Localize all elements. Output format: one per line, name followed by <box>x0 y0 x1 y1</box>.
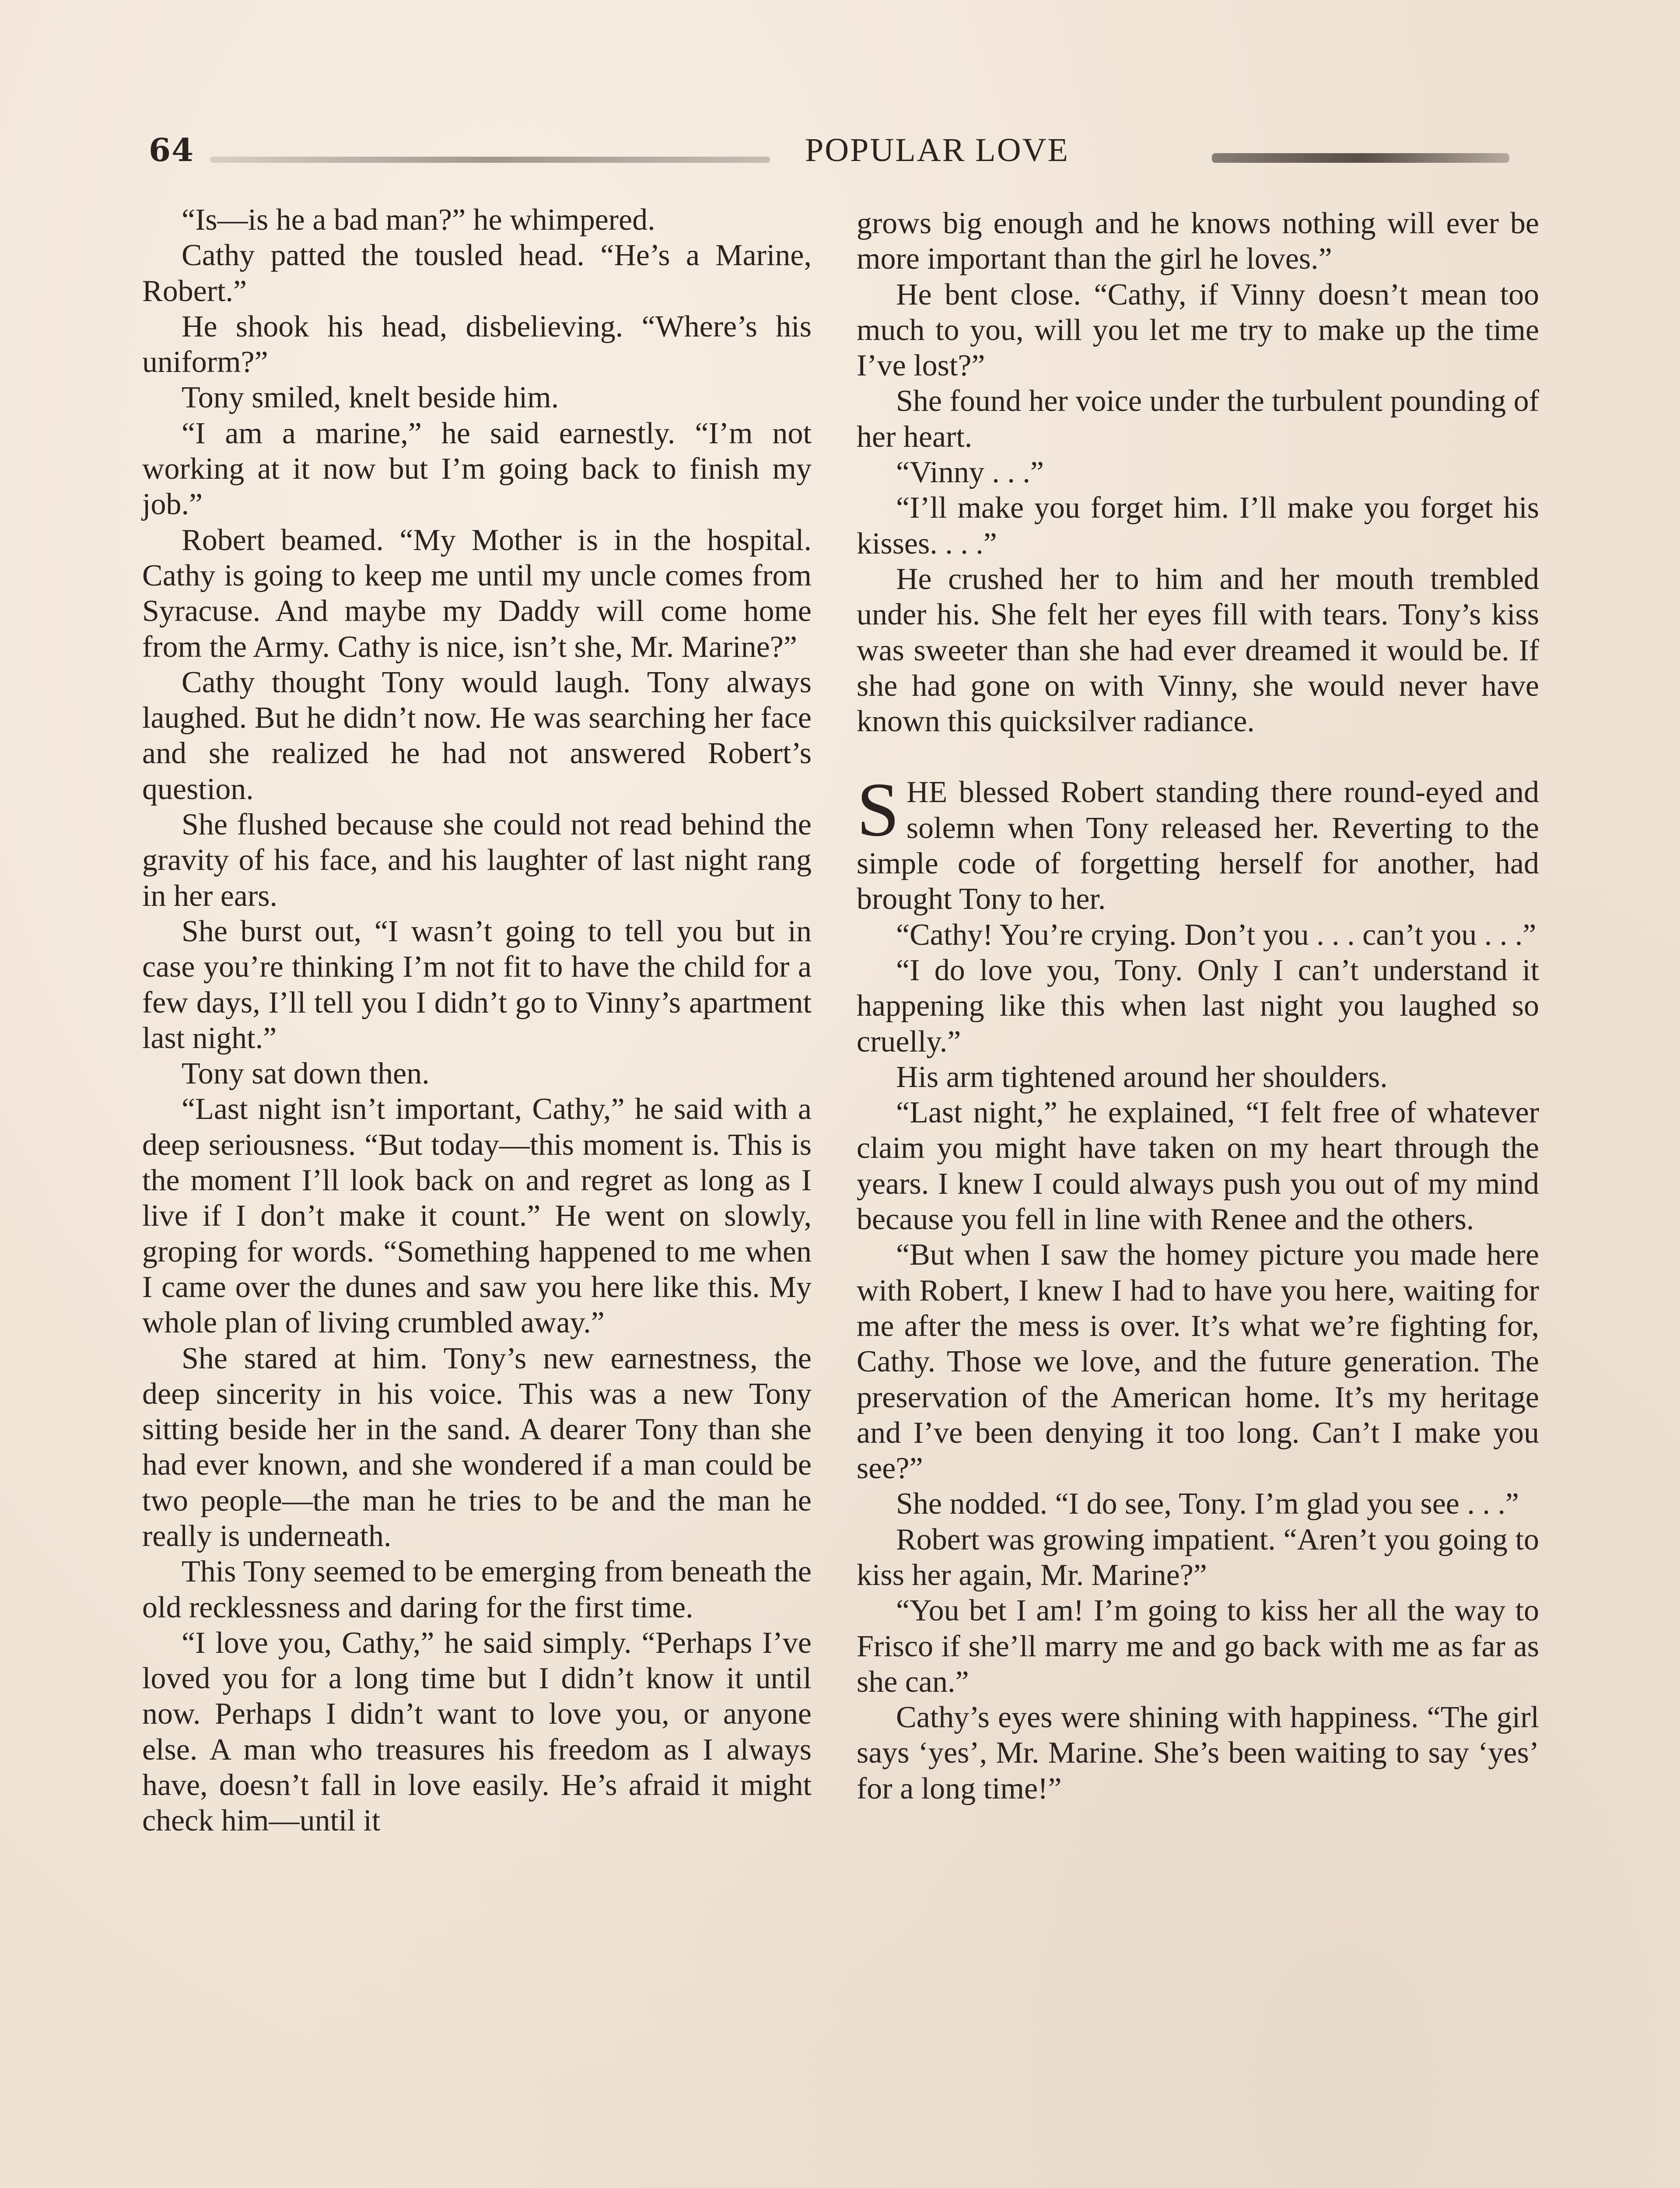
paragraph-text: “I love you, Cathy,” he said simply. “Perhaps I’ve loved you for a long time but I didn’t know it until now. Perhaps I didn’t want to love you, or anyone else. A man who treasures his freedom as I always have, doesn’t fall in love easily. He’s afraid it might check him—until it <box>142 1626 812 1838</box>
paragraph <box>142 202 812 238</box>
paragraph-text: “Cathy! You’re crying. Don’t you . . . can’t you . . .” <box>896 918 1536 952</box>
paragraph <box>142 807 812 914</box>
paragraph-text: Robert beamed. “My Mother is in the hospital. Cathy is going to keep me until my uncle comes from Syracuse. And maybe my Daddy will come home from the Army. Cathy is nice, isn’t she, Mr. Marine?” <box>142 523 812 664</box>
paragraph-text: “I do love you, Tony. Only I can’t understand it happening like this when last night you laughed so cruelly.” <box>857 953 1539 1059</box>
paragraph <box>857 1059 1539 1095</box>
paragraph <box>142 665 812 807</box>
paragraph <box>857 1593 1539 1700</box>
paragraph <box>857 1095 1539 1237</box>
paragraph-text: She nodded. “I do see, Tony. I’m glad you see . . .” <box>896 1487 1519 1521</box>
drop-cap: S <box>857 767 900 853</box>
paragraph-text: He crushed her to him and her mouth trembled under his. She felt her eyes fill with tears. Tony’s kiss was sweeter than she had ever dreamed it would be. If she had gone on with Vinny, she would never have known this quicksilver radiance. <box>857 562 1539 739</box>
page-header <box>144 131 1544 184</box>
paragraph-text: She found her voice under the turbulent pounding of her heart. <box>857 384 1539 454</box>
paragraph <box>857 490 1539 561</box>
paragraph <box>142 380 812 415</box>
paragraph-text: Tony smiled, knelt beside him. <box>182 381 559 415</box>
paragraph-text: Cathy patted the tousled head. “He’s a Marine, Robert.” <box>142 238 812 308</box>
paragraph-text: “I am a marine,” he said earnestly. “I’m not working at it now but I’m going back to finish my job.” <box>142 416 812 522</box>
paragraph <box>142 238 812 309</box>
paragraph <box>142 1554 812 1625</box>
paragraph-text: Robert was growing impatient. “Aren’t you going to kiss her again, Mr. Marine?” <box>857 1522 1539 1592</box>
paragraph-text: His arm tightened around her shoulders. <box>896 1060 1388 1094</box>
paragraph-text: “But when I saw the homey picture you made here with Robert, I knew I had to have you here, waiting for me after the mess is over. It’s what we’re fighting for, Cathy. Those we love, and the future generation. The preservation of the American home. It’s my heritage and I’ve been denying it too long. Can’t I make you see?” <box>857 1238 1539 1486</box>
paragraph-text: “I’ll make you forget him. I’ll make you forget his kisses. . . .” <box>857 491 1539 561</box>
paragraph <box>857 383 1539 455</box>
paragraph <box>857 1522 1539 1593</box>
paragraph-text: He bent close. “Cathy, if Vinny doesn’t mean too much to you, will you let me try to make up the time I’ve lost?” <box>857 277 1539 383</box>
paragraph <box>857 455 1539 490</box>
paragraph <box>142 1091 812 1340</box>
paragraph <box>142 1625 812 1839</box>
left-column <box>142 202 812 1839</box>
paragraph-text: She flushed because she could not read behind the gravity of his face, and his laughter of last night rang in her ears. <box>142 808 812 913</box>
page-number: 64 <box>149 131 195 168</box>
paragraph <box>142 309 812 380</box>
paragraph <box>142 522 812 665</box>
paragraph <box>857 953 1539 1059</box>
paragraph-text: He shook his head, disbelieving. “Where’s his uniform?” <box>142 309 812 379</box>
paragraph <box>142 1341 812 1554</box>
paragraph-text: grows big enough and he knows nothing will ever be more important than the girl he loves.” <box>857 207 1539 276</box>
paragraph <box>857 561 1539 739</box>
paragraph-text: “Vinny . . .” <box>896 456 1044 490</box>
paragraph <box>142 1056 812 1091</box>
paragraph <box>857 1237 1539 1486</box>
paragraph-text: Cathy’s eyes were shining with happiness. “The girl says ‘yes’, Mr. Marine. She’s been waiting to say ‘yes’ for a long time!” <box>857 1701 1539 1806</box>
header-rule-left <box>210 157 770 163</box>
paragraph <box>142 914 812 1056</box>
paragraph-text: “Last night isn’t important, Cathy,” he said with a deep seriousness. “But today—this moment is. This is the moment I’ll look back on and regret as long as I live if I don’t make it count.” He went on slowly, groping for words. “Something happened to me when I came over the dunes and saw you here like this. My whole plan of living crumbled away.” <box>142 1092 812 1340</box>
paragraph-text: She stared at him. Tony’s new earnestness, the deep sincerity in his voice. This was a new Tony sitting beside her in the sand. A dearer Tony than she had ever known, and she wondered if a man could be two people—the man he tries to be and the man he really is underneath. <box>142 1341 812 1553</box>
paragraph-text: “Is—is he a bad man?” he whimpered. <box>182 203 655 237</box>
paragraph-text: This Tony seemed to be emerging from beneath the old recklessness and daring for the first time. <box>142 1555 812 1624</box>
paragraph <box>857 767 1539 917</box>
paragraph <box>857 1700 1539 1806</box>
paragraph <box>142 416 812 522</box>
paragraph <box>857 917 1539 953</box>
paragraph-text: Cathy thought Tony would laugh. Tony always laughed. But he didn’t now. He was searching her face and she realized he had not answered Robert’s question. <box>142 665 812 806</box>
paragraph-text: “You bet I am! I’m going to kiss her all the way to Frisco if she’ll marry me and go back with me as far as she can.” <box>857 1594 1539 1699</box>
running-head: POPULAR LOVE <box>805 132 1069 168</box>
paragraph-text: Tony sat down then. <box>182 1057 430 1091</box>
paragraph <box>857 1486 1539 1522</box>
right-column <box>857 206 1539 1806</box>
paragraph <box>857 206 1539 277</box>
paragraph-text: HE blessed Robert standing there round-eyed and solemn when Tony released her. Reverting to the simple code of forgetting herself for another, had brought Tony to her. <box>857 775 1539 916</box>
header-rule-right <box>1212 153 1509 163</box>
paragraph-text: She burst out, “I wasn’t going to tell you but in case you’re thinking I’m not fit to have the child for a few days, I’ll tell you I didn’t go to Vinny’s apartment last night.” <box>142 914 812 1055</box>
paragraph <box>857 277 1539 384</box>
paragraph-text: “Last night,” he explained, “I felt free of whatever claim you might have taken on my heart through the years. I knew I could always push you out of my mind because you fell in line with Renee and the others. <box>857 1096 1539 1237</box>
